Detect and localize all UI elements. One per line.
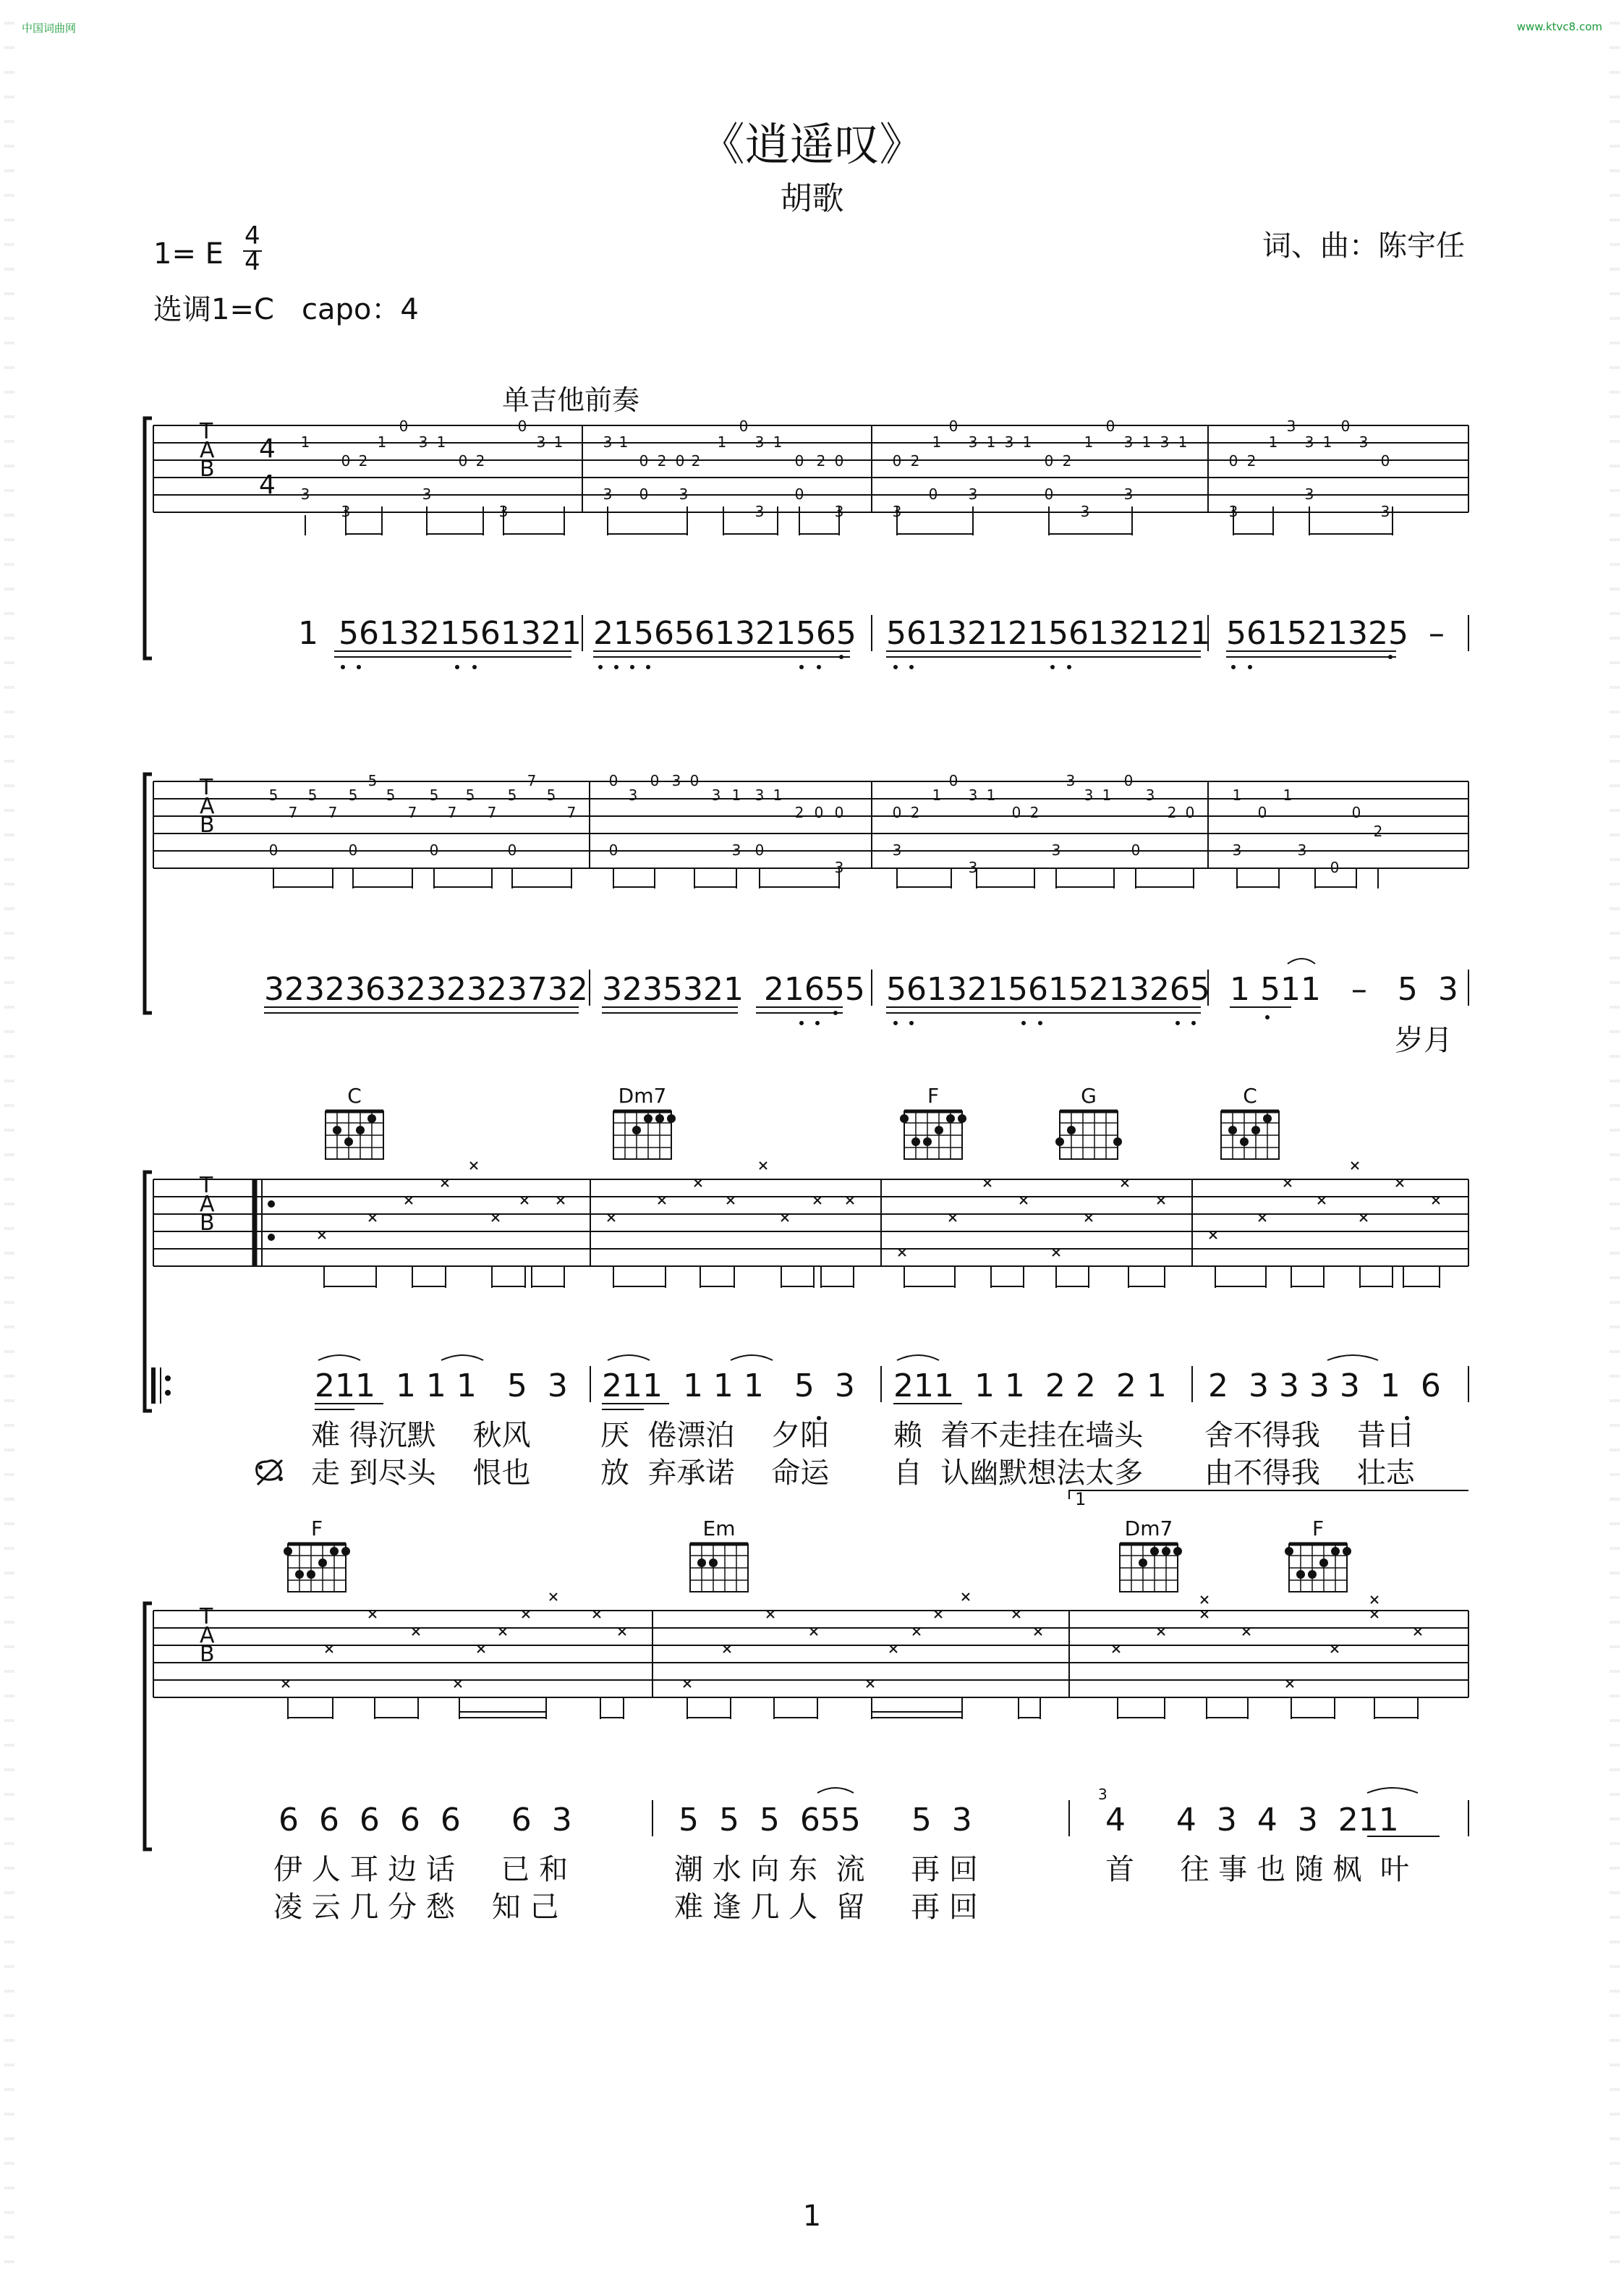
svg-text:3: 3: [1160, 433, 1170, 451]
svg-text:5: 5: [268, 786, 279, 804]
s1-jianpu-m1: 1 561321561321: [298, 615, 582, 652]
svg-text:0: 0: [608, 772, 618, 789]
svg-text:0: 0: [1131, 841, 1141, 859]
s4-jianpu-m1: 6 6 6 6 6 6 3: [279, 1802, 572, 1838]
svg-text:3: 3: [1004, 433, 1014, 451]
svg-text:0: 0: [399, 417, 409, 435]
svg-text:0: 0: [1044, 452, 1054, 470]
page-number: 1: [802, 2200, 822, 2233]
s2-lyric: 岁月: [1395, 1024, 1453, 1057]
svg-text:3: 3: [968, 433, 978, 451]
svg-text:0: 0: [1185, 804, 1195, 821]
tab-time-bottom: 4: [259, 470, 276, 500]
svg-text:2: 2: [358, 452, 368, 470]
svg-text:1: 1: [553, 433, 564, 451]
svg-text:1: 1: [300, 433, 310, 451]
svg-text:1: 1: [1102, 786, 1112, 804]
svg-text:3: 3: [1066, 772, 1076, 789]
s4-lyric1-m3: 首 往 事 也 随 枫 叶: [1105, 1853, 1409, 1886]
svg-text:7: 7: [487, 804, 497, 821]
svg-text:5: 5: [348, 786, 358, 804]
chord-name: F: [927, 1084, 940, 1108]
svg-text:0: 0: [834, 452, 844, 470]
svg-text:0: 0: [348, 841, 358, 859]
svg-text:0: 0: [814, 804, 824, 821]
svg-text:5: 5: [465, 786, 475, 804]
tab-clef-1: T A B: [200, 419, 215, 482]
s3-lyric1-m2: 厌 倦漂泊 夕阳: [600, 1419, 830, 1452]
svg-text:3: 3: [1123, 485, 1134, 503]
svg-text:7: 7: [566, 804, 577, 821]
chord-Dm7-2: [1120, 1544, 1182, 1592]
svg-text:3: 3: [968, 859, 978, 876]
svg-text:1: 1: [1142, 433, 1152, 451]
svg-text:3: 3: [1297, 841, 1307, 859]
svg-text:3: 3: [1304, 433, 1314, 451]
svg-text:5: 5: [546, 786, 556, 804]
svg-text:0: 0: [1330, 859, 1340, 876]
svg-text:3: 3: [1228, 503, 1238, 520]
svg-text:3: 3: [418, 433, 428, 451]
svg-text:3: 3: [834, 859, 844, 876]
svg-text:0: 0: [754, 841, 765, 859]
svg-text:7: 7: [447, 804, 457, 821]
s3-lyric1-m4: 舍不得我 昔日: [1204, 1419, 1415, 1452]
svg-text:1: 1: [1178, 433, 1188, 451]
svg-text:0: 0: [429, 841, 439, 859]
svg-text:2: 2: [475, 452, 485, 470]
svg-text:0: 0: [1123, 772, 1134, 789]
svg-text:2: 2: [691, 452, 701, 470]
s3-jianpu-m3: 211 1 1 2 2 2 1: [893, 1367, 1167, 1404]
s2-jianpu-m3: 5613215615213265: [886, 971, 1210, 1008]
svg-text:2: 2: [1167, 804, 1177, 821]
chord-name: C: [347, 1084, 362, 1108]
tab-clef-2: T A B: [200, 775, 215, 838]
svg-text:0: 0: [1011, 804, 1021, 821]
s1-jianpu-m4: 561521325 –: [1226, 615, 1445, 652]
svg-text:0: 0: [892, 804, 902, 821]
site-label-right: www.ktvc8.com: [1516, 20, 1602, 33]
s1-jianpu-m3: 5613212156132121: [886, 615, 1210, 652]
grace-note: 3: [1098, 1786, 1108, 1803]
svg-text:0: 0: [794, 452, 804, 470]
chord-Em: [690, 1544, 748, 1592]
svg-text:2: 2: [910, 452, 920, 470]
svg-text:3: 3: [1080, 503, 1090, 520]
svg-text:3: 3: [1123, 433, 1134, 451]
svg-text:1: 1: [731, 786, 741, 804]
svg-text:5: 5: [507, 786, 517, 804]
s3-jianpu-m4: 2 3 3 3 3 1 6: [1208, 1367, 1441, 1404]
svg-text:7: 7: [328, 804, 338, 821]
svg-text:2: 2: [1246, 452, 1257, 470]
svg-text:3: 3: [1359, 433, 1369, 451]
svg-text:1: 1: [436, 433, 446, 451]
s4-lyric2-m2: 难 逢 几 人 留 再 回: [674, 1891, 978, 1924]
s2-jianpu-m2: 3235321 21655: [602, 971, 865, 1008]
s3-jianpu-m2: 211 1 1 1 5 3: [602, 1367, 855, 1404]
svg-text:2: 2: [910, 804, 920, 821]
s3-lyric1-m3: 赖 着不走挂在墙头: [893, 1419, 1144, 1452]
svg-text:5: 5: [367, 772, 378, 789]
svg-text:5: 5: [386, 786, 396, 804]
s2-jianpu-m1: 3232363232323732: [264, 971, 588, 1008]
svg-text:3: 3: [754, 503, 765, 520]
time-signature-bottom: 4: [245, 247, 260, 276]
s3-lyric2-m2: 放 弃承诺 命运: [600, 1456, 830, 1490]
chord-G: [1055, 1111, 1122, 1159]
svg-text:3: 3: [603, 433, 613, 451]
volta-number: 1: [1075, 1489, 1087, 1509]
svg-text:7: 7: [407, 804, 417, 821]
svg-text:5: 5: [307, 786, 318, 804]
svg-text:0: 0: [834, 804, 844, 821]
svg-text:0: 0: [507, 841, 517, 859]
chord-C-1: [326, 1111, 383, 1159]
artist-name: 胡歌: [780, 180, 844, 217]
svg-text:0: 0: [689, 772, 700, 789]
svg-text:0: 0: [1105, 417, 1115, 435]
svg-text:1: 1: [1283, 786, 1293, 804]
svg-text:3: 3: [968, 786, 978, 804]
site-label-left: 中国词曲网: [22, 22, 77, 35]
credits: 词、曲：陈宇任: [1262, 229, 1465, 263]
svg-text:2: 2: [657, 452, 667, 470]
svg-text:0: 0: [608, 841, 618, 859]
chord-name: Dm7: [618, 1084, 667, 1108]
s4-jianpu-m2: 5 5 5 655 5 3: [679, 1802, 972, 1838]
chord-Dm7: [613, 1111, 676, 1159]
svg-text:0: 0: [1351, 804, 1361, 821]
capo-info: 选调1=C capo：4: [153, 293, 419, 326]
intro-label: 单吉他前奏: [502, 384, 640, 416]
svg-text:1: 1: [717, 433, 727, 451]
svg-text:1: 1: [986, 433, 996, 451]
svg-text:1: 1: [932, 433, 942, 451]
svg-text:1: 1: [618, 433, 629, 451]
svg-text:1: 1: [1022, 433, 1032, 451]
svg-text:2: 2: [1062, 452, 1072, 470]
svg-text:3: 3: [1232, 841, 1242, 859]
svg-text:1: 1: [932, 786, 942, 804]
svg-text:3: 3: [754, 786, 765, 804]
svg-text:2: 2: [1029, 804, 1040, 821]
svg-text:0: 0: [341, 452, 351, 470]
svg-text:3: 3: [968, 485, 978, 503]
s3-lyric1-m1: 难 得沉默 秋风: [311, 1419, 531, 1452]
tab-clef-3: T A B: [200, 1173, 215, 1236]
chord-name: F: [1311, 1517, 1325, 1540]
svg-text:3: 3: [1286, 417, 1296, 435]
svg-text:3: 3: [1145, 786, 1155, 804]
chord-name: F: [310, 1517, 323, 1540]
svg-text:0: 0: [1380, 452, 1390, 470]
svg-text:3: 3: [1084, 786, 1094, 804]
s3-lyric2-m4: 由不得我 壮志: [1204, 1456, 1415, 1490]
svg-text:1: 1: [1084, 433, 1094, 451]
svg-text:0: 0: [650, 772, 660, 789]
svg-text:3: 3: [1380, 503, 1390, 520]
svg-text:0: 0: [794, 485, 804, 503]
tab-time-top: 4: [259, 434, 276, 464]
svg-text:0: 0: [948, 417, 958, 435]
svg-text:1: 1: [773, 433, 783, 451]
s4-lyric1-m1: 伊 人 耳 边 话 已 和: [273, 1853, 569, 1886]
svg-text:1: 1: [986, 786, 996, 804]
svg-text:5: 5: [429, 786, 439, 804]
svg-text:0: 0: [928, 485, 938, 503]
svg-text:0: 0: [639, 485, 649, 503]
svg-text:3: 3: [892, 841, 902, 859]
chord-F-1: [900, 1111, 966, 1159]
svg-text:3: 3: [711, 786, 721, 804]
svg-text:3: 3: [498, 503, 509, 520]
svg-text:3: 3: [731, 841, 741, 859]
svg-text:0: 0: [675, 452, 685, 470]
key-signature: 1= E: [153, 237, 224, 271]
tab-clef-4: T A B: [200, 1604, 215, 1667]
svg-text:2: 2: [794, 804, 804, 821]
s1-jianpu-m2: 2156561321565: [593, 615, 856, 652]
svg-text:0: 0: [458, 452, 468, 470]
svg-text:3: 3: [754, 433, 765, 451]
svg-text:3: 3: [671, 772, 681, 789]
chord-F-2: [284, 1544, 350, 1592]
svg-text:1: 1: [773, 786, 783, 804]
svg-text:3: 3: [536, 433, 546, 451]
svg-text:0: 0: [892, 452, 902, 470]
svg-text:0: 0: [639, 452, 649, 470]
svg-text:3: 3: [679, 485, 689, 503]
song-title: 《逍遥叹》: [700, 118, 924, 171]
svg-text:0: 0: [948, 772, 958, 789]
s2-jianpu-m4: 1 511 – 5 3: [1230, 971, 1458, 1008]
svg-text:3: 3: [341, 503, 351, 520]
svg-text:0: 0: [517, 417, 527, 435]
time-signature-top: 4: [245, 221, 260, 250]
svg-text:3: 3: [892, 503, 902, 520]
s4-jianpu-m3: 4 4 3 4 3 211: [1105, 1802, 1399, 1838]
svg-text:0: 0: [1228, 452, 1238, 470]
svg-text:0: 0: [1044, 485, 1054, 503]
svg-text:0: 0: [1340, 417, 1351, 435]
chord-name: Em: [702, 1517, 736, 1540]
chord-name: C: [1243, 1084, 1257, 1108]
svg-text:0: 0: [739, 417, 749, 435]
chord-C-2: [1221, 1111, 1279, 1159]
svg-text:3: 3: [1304, 485, 1314, 503]
s3-lyric2-m3: 自 认幽默想法太多: [893, 1456, 1144, 1490]
svg-text:3: 3: [628, 786, 638, 804]
s3-jianpu-m1: 211 1 1 1 5 3: [315, 1367, 568, 1404]
s4-lyric1-m2: 潮 水 向 东 流 再 回: [674, 1853, 978, 1886]
chord-name: G: [1081, 1084, 1097, 1108]
svg-text:3: 3: [834, 503, 844, 520]
svg-text:2: 2: [1373, 823, 1383, 840]
svg-text:3: 3: [603, 485, 613, 503]
svg-text:0: 0: [1257, 804, 1267, 821]
chord-F-3: [1285, 1544, 1351, 1592]
svg-text:3: 3: [1051, 841, 1061, 859]
svg-text:7: 7: [527, 772, 537, 789]
svg-text:1: 1: [1232, 786, 1242, 804]
svg-text:1: 1: [377, 433, 387, 451]
svg-text:0: 0: [268, 841, 279, 859]
chord-name: Dm7: [1124, 1517, 1173, 1540]
svg-text:3: 3: [422, 485, 432, 503]
svg-text:2: 2: [816, 452, 826, 470]
svg-text:7: 7: [288, 804, 298, 821]
s4-lyric2-m1: 凌 云 几 分 愁 知 己: [273, 1891, 559, 1924]
s3-lyric2-m1: 走 到尽头 恨也: [311, 1456, 531, 1490]
svg-text:3: 3: [300, 485, 310, 503]
svg-text:1: 1: [1322, 433, 1332, 451]
svg-text:1: 1: [1268, 433, 1278, 451]
